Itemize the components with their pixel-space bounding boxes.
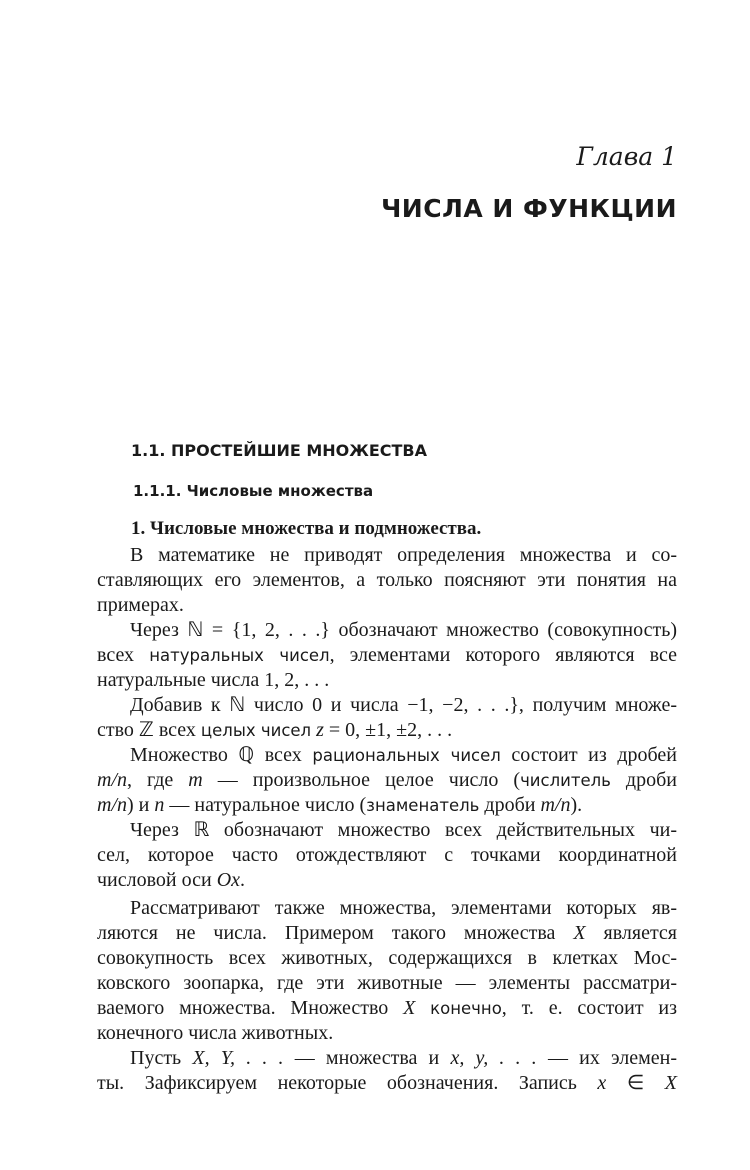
text-line xyxy=(97,818,677,843)
text: является xyxy=(585,922,678,944)
text: . xyxy=(240,869,246,891)
text-line xyxy=(97,643,677,668)
math: m/n xyxy=(540,794,571,816)
text-line xyxy=(97,996,677,1021)
text: , т. е. состоит из xyxy=(501,997,678,1019)
chapter-label: Глава 1 xyxy=(576,142,677,171)
text-line xyxy=(97,868,677,893)
text-line xyxy=(97,593,677,618)
text: Множество ℚ всех xyxy=(130,744,313,766)
text: ∈ xyxy=(606,1072,665,1094)
text: , элементами которого являются все xyxy=(329,644,678,666)
text: — натуральное число ( xyxy=(164,794,367,816)
math: m/n xyxy=(97,794,127,816)
text-line xyxy=(97,693,677,718)
text: ) и xyxy=(127,794,155,816)
text-line xyxy=(97,1021,677,1046)
term: натуральных чисел xyxy=(149,646,330,665)
text: числовой оси xyxy=(97,869,217,891)
text: натуральные числа 1, 2, . . . xyxy=(97,669,330,691)
math: Ox xyxy=(216,869,241,891)
text: дроби xyxy=(479,794,541,816)
text-line xyxy=(97,946,677,971)
text: В математике не приводят определения множества и со- xyxy=(130,544,677,566)
text: Рассматривают также множества, элементами которых яв- xyxy=(130,897,677,919)
text-line xyxy=(97,921,677,946)
text: всех xyxy=(97,644,150,666)
text: — произвольное целое число ( xyxy=(202,769,521,791)
text-line xyxy=(97,743,677,768)
term: конечно xyxy=(430,999,502,1018)
text: состоит из дробей xyxy=(500,744,677,766)
math: X, Y, . . . xyxy=(192,1047,284,1069)
math: m xyxy=(188,769,203,791)
text-line xyxy=(97,1046,677,1071)
math: x xyxy=(597,1072,607,1094)
text-line xyxy=(97,618,677,643)
text: Добавив к ℕ число 0 и числа −1, −2, . . .}, получим множе- xyxy=(130,694,677,716)
text: Через ℕ = {1, 2, . . .} обозначают множество (совокупность) xyxy=(130,619,677,641)
text: Пусть xyxy=(130,1047,193,1069)
text-line xyxy=(97,543,677,568)
text: ляются не числа. Примером такого множества xyxy=(97,922,574,944)
text: ставляющих его элементов, а только поясняют эти понятия на xyxy=(97,569,677,591)
math: X xyxy=(573,922,586,944)
text: ). xyxy=(570,794,583,816)
text: Через ℝ обозначают множество всех действительных чи- xyxy=(130,819,677,841)
chapter-title: ЧИСЛА И ФУНКЦИИ xyxy=(381,194,677,223)
text: — их элемен- xyxy=(536,1047,677,1069)
text-line xyxy=(97,793,677,818)
text: сел, которое часто отождествляют с точками координатной xyxy=(97,844,677,866)
paragraph-title: 1. Числовые множества и подмножества. xyxy=(131,518,482,539)
text: дроби xyxy=(610,769,677,791)
text-line xyxy=(97,971,677,996)
text: ство ℤ всех xyxy=(97,719,201,741)
text: = 0, ±1, ±2, . . . xyxy=(323,719,453,741)
text xyxy=(415,997,430,1019)
math: X xyxy=(664,1072,677,1094)
text: примерах. xyxy=(97,594,184,616)
text-line xyxy=(97,718,677,743)
text: ковского зоопарка, где эти животные — элементы рассматри- xyxy=(97,972,677,994)
body-text xyxy=(97,543,677,1096)
term: рациональных чисел xyxy=(312,746,501,765)
text: — множества и xyxy=(283,1047,451,1069)
text-line xyxy=(97,1071,677,1096)
math: x, y, . . . xyxy=(450,1047,537,1069)
text-line xyxy=(97,668,677,693)
text: ваемого множества. Множество xyxy=(97,997,404,1019)
term: знаменатель xyxy=(366,796,480,815)
text: , где xyxy=(127,769,189,791)
term: целых чисел xyxy=(200,721,312,740)
term: числитель xyxy=(520,771,611,790)
math: m/n xyxy=(97,769,127,791)
text: ты. Зафиксируем некоторые обозначения. Запись xyxy=(97,1072,598,1094)
text-line xyxy=(97,568,677,593)
section-heading: 1.1. ПРОСТЕЙШИЕ МНОЖЕСТВА xyxy=(131,441,428,460)
math: n xyxy=(154,794,165,816)
text: совокупность всех животных, содержащихся в клетках Мос- xyxy=(97,947,677,969)
math: X xyxy=(403,997,416,1019)
subsection-heading: 1.1.1. Числовые множества xyxy=(133,482,374,500)
text-line xyxy=(97,843,677,868)
text-line xyxy=(97,768,677,793)
text-line xyxy=(97,896,677,921)
text: конечного числа животных. xyxy=(97,1022,334,1044)
math: z xyxy=(316,719,324,741)
